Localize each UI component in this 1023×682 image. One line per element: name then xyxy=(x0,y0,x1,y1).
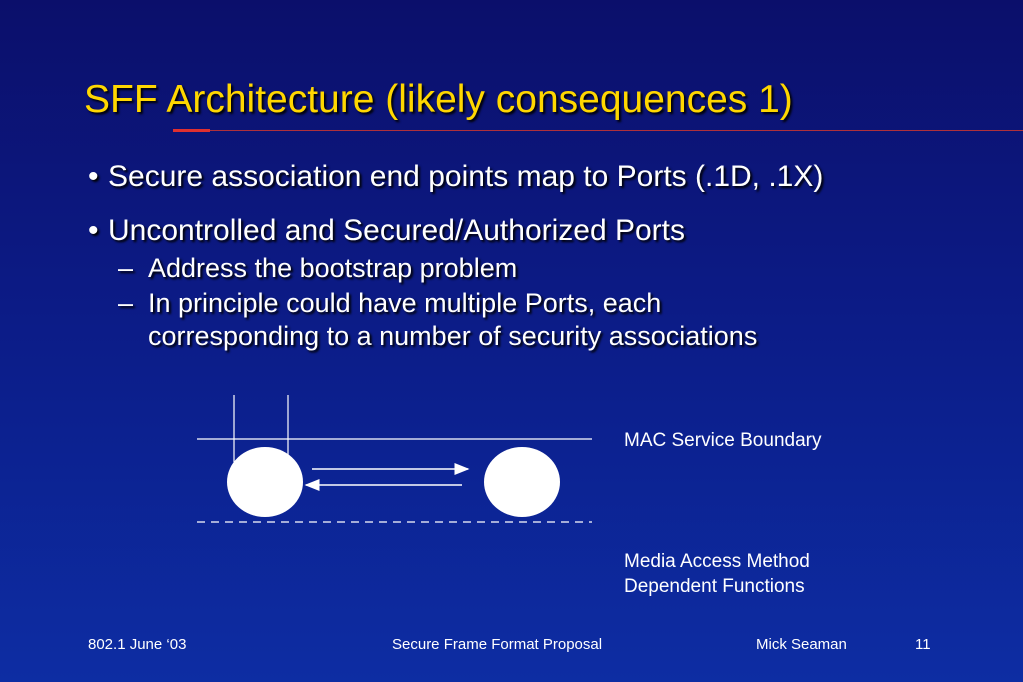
bullet-text: Secure association end points map to Ports (.1D, .1X) xyxy=(108,160,824,193)
footer-author: Mick Seaman xyxy=(756,636,847,653)
right-entity-circle xyxy=(484,447,560,517)
bullet-marker: • xyxy=(88,214,99,247)
footer-date: 802.1 June ‘03 xyxy=(88,636,187,653)
slide-number: 11 xyxy=(915,636,931,653)
left-entity-circle xyxy=(227,447,303,517)
media-access-label-line2: Dependent Functions xyxy=(624,576,805,597)
sub-bullet-text-line1: In principle could have multiple Ports, each xyxy=(148,288,662,318)
sub-bullet-marker: – xyxy=(118,253,134,283)
bullet-text: Uncontrolled and Secured/Authorized Ports xyxy=(108,214,686,247)
mac-service-boundary-label: MAC Service Boundary xyxy=(624,430,822,451)
bullet-marker: • xyxy=(88,160,99,193)
sub-bullet-text: Address the bootstrap problem xyxy=(148,253,518,283)
footer-title: Secure Frame Format Proposal xyxy=(392,636,603,653)
sub-bullet-marker: – xyxy=(118,288,134,318)
slide-title: SFF Architecture (likely consequences 1) xyxy=(84,78,793,121)
sub-bullet-text-line2: corresponding to a number of security associations xyxy=(148,321,758,351)
media-access-label-line1: Media Access Method xyxy=(624,551,810,572)
